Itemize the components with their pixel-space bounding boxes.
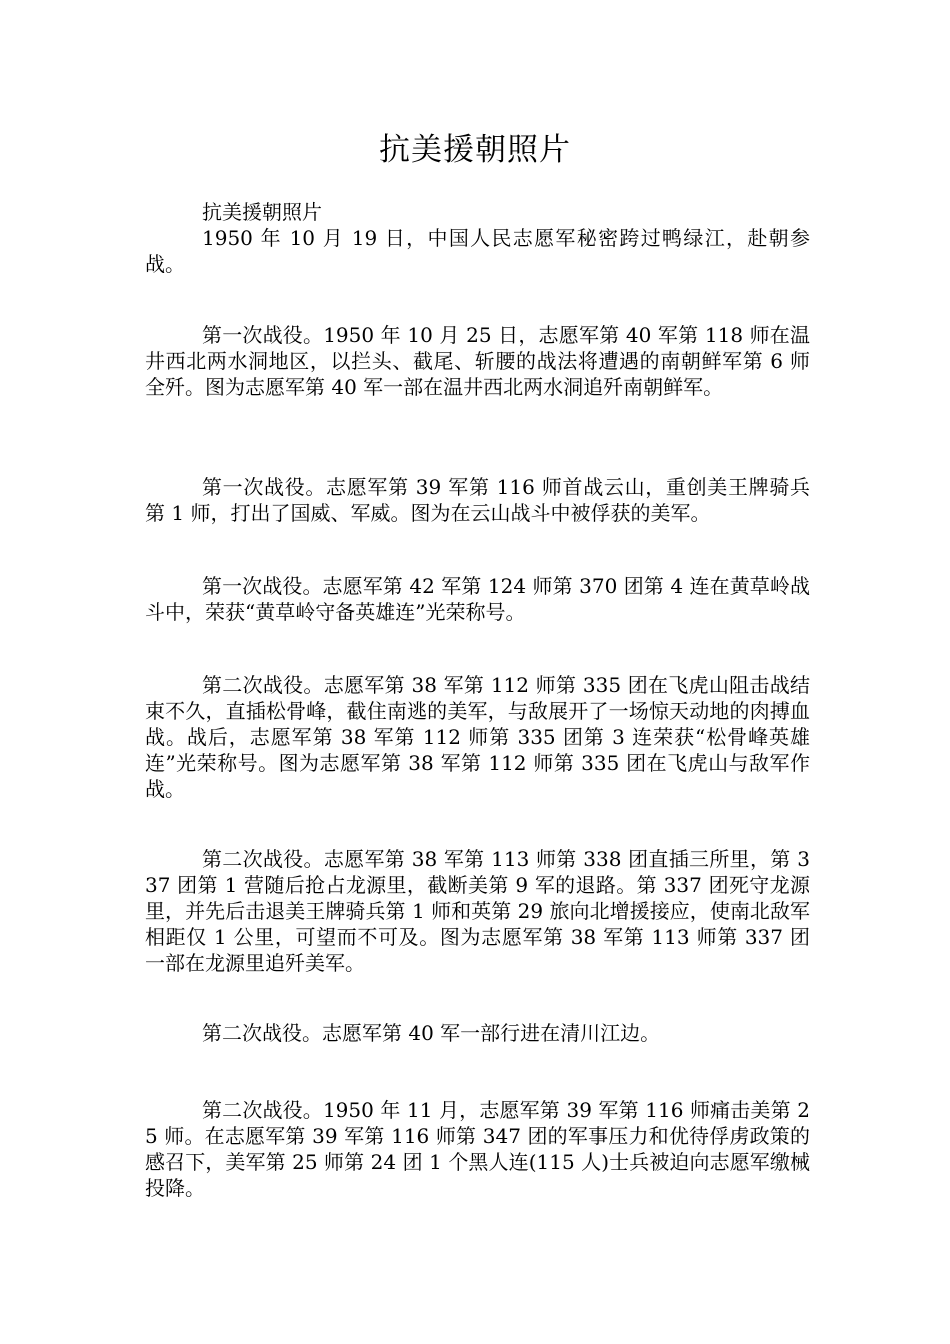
- document-title: 抗美援朝照片: [379, 132, 571, 168]
- paragraph-battle1-wenjing: 第一次战役。1950 年 10 月 25 日，志愿军第 40 军第 118 师在温井西北两水洞地区，以拦头、截尾、斩腰的战法将遭遇的南朝鲜军第 6 师全歼。图为志愿军第 40 军一部在温井西北两水洞追歼南朝鲜军。: [145, 323, 810, 399]
- paragraph-battle1-yunshan: 第一次战役。志愿军第 39 军第 116 师首战云山，重创美王牌骑兵第 1 师，打出了国威、军威。图为在云山战斗中被俘获的美军。: [145, 475, 810, 525]
- paragraph-battle2-sansuoli: 第二次战役。志愿军第 38 军第 113 师第 338 团直插三所里，第 337 团第 1 营随后抢占龙源里，截断美第 9 军的退路。第 337 团死守龙源里，并先后击退美王牌骑兵第 1 师和英第 29 旅向北增援接应，使南北敌军相距仅 1 公里，可望而不可及。图为志愿军第 38 军第 113 师第 337 团一部在龙源里追歼美军。: [145, 847, 810, 975]
- paragraph-battle2-surrender: 第二次战役。1950 年 11 月，志愿军第 39 军第 116 师痛击美第 25 师。在志愿军第 39 军第 116 师第 347 团的军事压力和优待俘虏政策的感召下，美军第 25 师第 24 团 1 个黑人连(115 人)士兵被迫向志愿军缴械投降。: [145, 1098, 810, 1200]
- paragraph-battle2-songgufeng: 第二次战役。志愿军第 38 军第 112 师第 335 团在飞虎山阻击战结束不久，直插松骨峰，截住南逃的美军，与敌展开了一场惊天动地的肉搏血战。战后，志愿军第 38 军第 112 师第 335 团第 3 连荣获“松骨峰英雄连”光荣称号。图为志愿军第 38 军第 112 师第 335 团在飞虎山与敌军作战。: [145, 673, 810, 801]
- paragraph-crossing-yalu: 1950 年 10 月 19 日，中国人民志愿军秘密跨过鸭绿江，赴朝参战。: [145, 226, 810, 276]
- paragraph-subtitle: 抗美援朝照片: [202, 200, 322, 224]
- paragraph-battle2-qingchuan: 第二次战役。志愿军第 40 军一部行进在清川江边。: [202, 1021, 661, 1045]
- paragraph-battle1-huangcaoling: 第一次战役。志愿军第 42 军第 124 师第 370 团第 4 连在黄草岭战斗中，荣获“黄草岭守备英雄连”光荣称号。: [145, 574, 810, 624]
